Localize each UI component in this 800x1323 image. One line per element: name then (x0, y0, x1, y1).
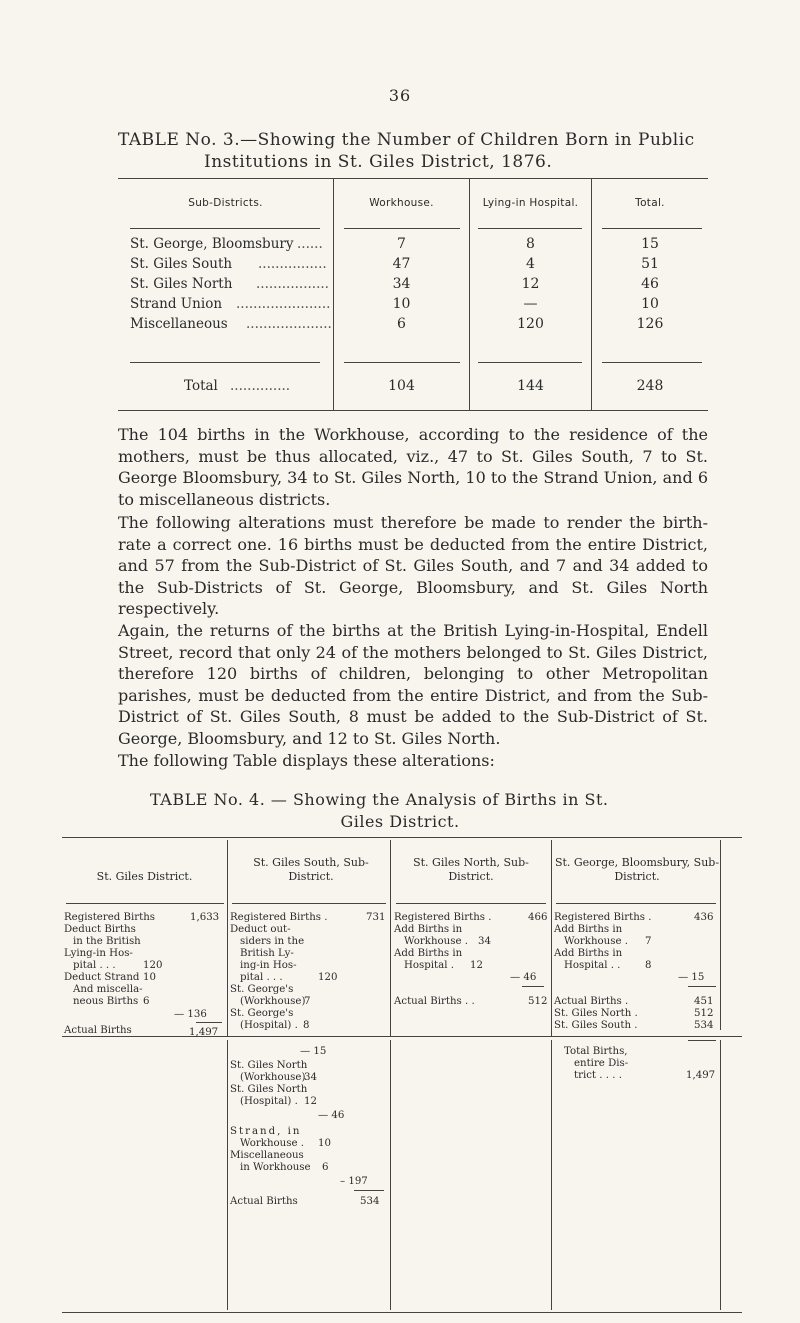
table4-divider (720, 1040, 721, 1310)
row-workhouse: 47 (392, 256, 411, 272)
cell-label: Add Births in (394, 924, 463, 935)
table4-header-district: St. Giles District. (96, 870, 193, 883)
cell-label: Total Births, (564, 1046, 628, 1057)
cell-value: – 197 (340, 1176, 368, 1187)
cell-value: 1,497 (189, 1027, 219, 1038)
cell-label: And miscella- (73, 984, 143, 995)
cell-label: in Workhouse (240, 1162, 311, 1173)
cell-value: 120 (143, 960, 163, 971)
cell-label: (Hospital) . (240, 1096, 298, 1107)
cell-label: pital . . . (240, 972, 283, 983)
cell-label: entire Dis- (574, 1058, 629, 1069)
table4-header-south: St. Giles South, Sub-District. (253, 856, 369, 883)
row-hospital: 12 (521, 276, 540, 292)
cell-label: St. Giles North . (554, 1008, 638, 1019)
header-underline (556, 903, 716, 904)
sum-rule (354, 1190, 384, 1191)
cell-value: — 46 (510, 972, 537, 983)
cell-label: St. Giles South . (554, 1020, 638, 1031)
row-name: Miscellaneous (130, 316, 228, 332)
cell-value: 512 (528, 996, 548, 1007)
paragraph: Again, the returns of the births at the British Lying-in-Hospital, Endell Street, record that only 24 of the mothers belonged to St. Giles District, therefore 120 births of children, belonging to other Metropolitan parishes, must be deducted from the entire District, and from the Sub-District of St. Giles South, 8 must be added to the Sub-District of St. George, Bloomsbury, and 12 to St. Giles North. (118, 621, 708, 748)
cell-label: Registered Births . (554, 912, 652, 923)
table4-divider (390, 1040, 391, 1310)
cell-value: 6 (143, 996, 150, 1007)
cell-label: Deduct Births (64, 924, 136, 935)
cell-value: 34 (304, 1072, 317, 1083)
table4-divider (227, 840, 228, 1036)
dot-leader: ................. (256, 276, 329, 292)
table3-header-hospital: Lying-in Hospital. (482, 197, 579, 209)
cell-label: Deduct out- (230, 924, 291, 935)
header-underline (478, 228, 582, 229)
cell-label: St. Giles North (230, 1084, 308, 1095)
cell-value: 12 (470, 960, 483, 971)
cell-label: Registered Births . (230, 912, 328, 923)
dot-leader: ...................... (236, 296, 331, 312)
cell-label: (Workhouse) (240, 996, 306, 1007)
sum-rule (688, 1040, 716, 1041)
table3-header-workhouse: Workhouse. (369, 197, 434, 209)
cell-value: 6 (322, 1162, 329, 1173)
cell-label: in the British (73, 936, 141, 947)
cell-value: 8 (645, 960, 652, 971)
cell-label: Lying-in Hos- (64, 948, 133, 959)
row-hospital: 4 (526, 256, 535, 272)
row-total: 51 (641, 256, 659, 272)
cell-label: British Ly- (240, 948, 294, 959)
cell-value: 10 (318, 1138, 331, 1149)
table4-divider (551, 840, 552, 1036)
cell-value: — 15 (300, 1046, 327, 1057)
cell-value: 1,497 (686, 1070, 716, 1081)
dot-leader: ...... (297, 236, 323, 252)
cell-value: 120 (318, 972, 338, 983)
dot-leader: ................ (258, 256, 327, 272)
cell-value: 7 (304, 996, 311, 1007)
cell-label: Actual Births (230, 1196, 298, 1207)
row-workhouse: 6 (397, 316, 406, 332)
cell-value: 8 (303, 1020, 310, 1031)
paragraph: The 104 births in the Workhouse, according to the residence of the mothers, must be thus allocated, viz., 47 to St. Giles South, 7 to St. George Bloomsbury, 34 to St. Giles North, 10 to the Strand Union, and 6 to miscellaneous districts. (118, 425, 708, 509)
row-name: St. George, Bloomsbury (130, 236, 294, 252)
table3-divider (469, 178, 470, 410)
cell-label: Workhouse . (240, 1138, 304, 1149)
cell-label: Strand, in (230, 1126, 302, 1137)
sum-rule (688, 986, 716, 987)
total-label: Total (184, 378, 218, 394)
cell-value: 731 (366, 912, 386, 923)
cell-label: Add Births in (554, 948, 623, 959)
cell-label: Workhouse . (564, 936, 628, 947)
table4-final-rule (62, 1312, 742, 1313)
cell-value: 10 (143, 972, 156, 983)
header-underline (232, 903, 386, 904)
table4-top-rule (62, 837, 742, 838)
cell-label: Hospital . (404, 960, 454, 971)
cell-value: 12 (304, 1096, 317, 1107)
header-underline (66, 903, 224, 904)
row-hospital: 8 (526, 236, 535, 252)
row-name: St. Giles South (130, 256, 233, 272)
cell-value: 7 (645, 936, 652, 947)
sum-rule (522, 986, 544, 987)
table3-title-line1: TABLE No. 3.—Showing the Number of Children Born in Public (118, 130, 695, 150)
cell-label: siders in the (240, 936, 305, 947)
header-underline (396, 903, 546, 904)
cell-label: (Hospital) . (240, 1020, 298, 1031)
cell-label: St. Giles North (230, 1060, 308, 1071)
cell-value: 534 (360, 1196, 380, 1207)
sum-rule (196, 1022, 222, 1023)
row-hospital: 120 (517, 316, 544, 332)
header-underline (602, 228, 702, 229)
total-overline (478, 362, 582, 363)
cell-label: Deduct Strand (64, 972, 140, 983)
table3-header-total: Total. (635, 197, 665, 209)
table4-bottom-rule (62, 1036, 742, 1037)
table4-title-line1: TABLE No. 4. — Showing the Analysis of Births in St. (150, 790, 609, 809)
total-workhouse: 104 (388, 378, 415, 394)
cell-label: Actual Births . . (394, 996, 475, 1007)
cell-label: (Workhouse) (240, 1072, 306, 1083)
cell-label: Add Births in (554, 924, 623, 935)
table3-divider (591, 178, 592, 410)
cell-label: Workhouse . (404, 936, 468, 947)
cell-label: Registered Births . (394, 912, 492, 923)
row-total: 126 (636, 316, 664, 332)
cell-value: 451 (694, 996, 714, 1007)
table4-divider (227, 1040, 228, 1310)
row-hospital: — (523, 296, 538, 312)
dot-leader: .............. (230, 378, 291, 394)
table3-top-rule (118, 178, 708, 179)
cell-label: ing-in Hos- (240, 960, 297, 971)
row-workhouse: 10 (392, 296, 411, 312)
table3-title-line2: Institutions in St. Giles District, 1876. (204, 152, 553, 172)
cell-value: — 15 (678, 972, 705, 983)
row-workhouse: 7 (397, 236, 406, 252)
header-underline (130, 228, 320, 229)
total-overline (344, 362, 460, 363)
total-total: 248 (636, 378, 664, 394)
table4-header-north: St. Giles North, Sub-District. (413, 856, 529, 883)
cell-label: Hospital . . (564, 960, 621, 971)
row-name: St. Giles North (130, 276, 233, 292)
cell-label: pital . . . (73, 960, 116, 971)
paragraph: The following Table displays these alterations: (118, 751, 495, 770)
row-total: 10 (641, 296, 659, 312)
header-underline (344, 228, 460, 229)
page-number: 36 (388, 86, 412, 105)
cell-label: St. George's (230, 1008, 294, 1019)
cell-label: Registered Births (64, 912, 155, 923)
cell-label: Add Births in (394, 948, 463, 959)
table4-title-line2: Giles District. (340, 812, 460, 831)
table3-bottom-rule (118, 410, 708, 411)
cell-value: 1,633 (190, 912, 220, 923)
cell-value: 34 (478, 936, 491, 947)
cell-value: 436 (694, 912, 714, 923)
row-workhouse: 34 (392, 276, 411, 292)
table4-header-george: St. George, Bloomsbury, Sub-District. (554, 856, 720, 883)
dot-leader: .................... (246, 316, 332, 332)
cell-value: 512 (694, 1008, 714, 1019)
total-overline (130, 362, 320, 363)
total-hospital: 144 (517, 378, 544, 394)
table3-divider (333, 178, 334, 410)
table4-divider (551, 1040, 552, 1310)
row-total: 46 (641, 276, 659, 292)
row-total: 15 (641, 236, 659, 252)
cell-value: 534 (694, 1020, 714, 1031)
cell-label: Actual Births . (554, 996, 629, 1007)
cell-label: neous Births (73, 996, 139, 1007)
cell-label: St. George's (230, 984, 294, 995)
total-overline (602, 362, 702, 363)
cell-value: 466 (528, 912, 548, 923)
paragraph: The following alterations must therefore be made to render the birth-rate a correct one. 16 births must be deducted from the entire District, and 57 from the Sub-District of St. Giles South, and 7 and 34 added to the Sub-Districts of St. George, Bloomsbury, and St. Giles North respectively. (118, 513, 708, 618)
cell-value: — 46 (318, 1110, 345, 1121)
cell-label: trict . . . . (574, 1070, 622, 1081)
cell-label: Miscellaneous (230, 1150, 304, 1161)
table4-divider (390, 840, 391, 1036)
cell-label: Actual Births (64, 1025, 132, 1036)
row-name: Strand Union (130, 296, 223, 312)
table3-header-subdistricts: Sub-Districts. (188, 197, 263, 209)
cell-value: — 136 (174, 1009, 207, 1020)
